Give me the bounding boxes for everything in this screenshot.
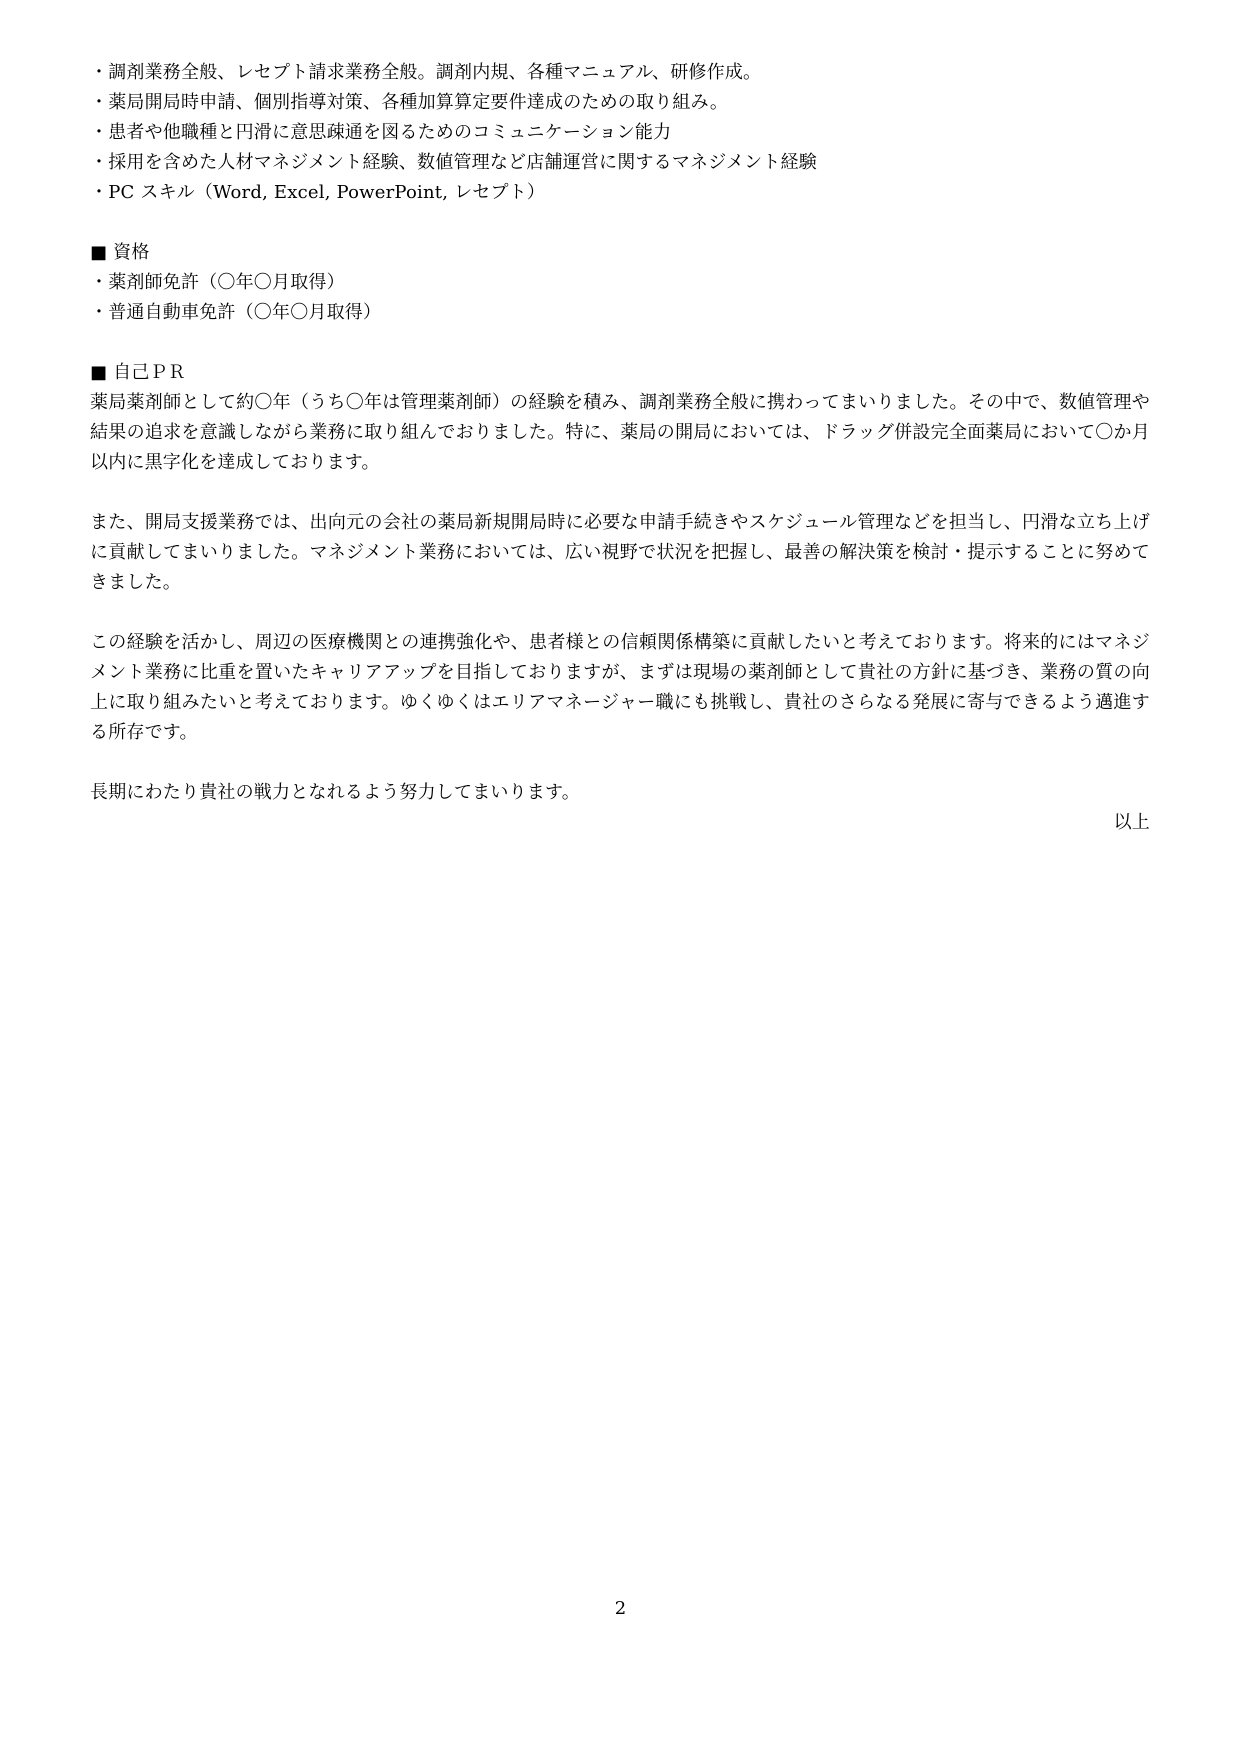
page-number: 2: [614, 1598, 627, 1619]
self-pr-section: [90, 358, 1150, 838]
self-pr-heading: ■ 自己ＰＲ: [90, 362, 186, 383]
skill-item: ・薬局開局時申請、個別指導対策、各種加算算定要件達成のための取り組み。: [90, 92, 729, 113]
self-pr-paragraph: 薬局薬剤師として約〇年（うち〇年は管理薬剤師）の経験を積み、調剤業務全般に携わってまいりました。その中で、数値管理や結果の追求を意識しながら業務に取り組んでおりました。特に、薬局の開局においては、ドラッグ併設完全面薬局において〇か月以内に黒字化を達成しております。: [90, 392, 1150, 473]
paragraph-spacer: [90, 598, 1150, 628]
document-body: [90, 58, 1150, 838]
qualification-item: ・薬剤師免許（〇年〇月取得）: [90, 272, 345, 293]
qualifications-heading: ■ 資格: [90, 242, 150, 263]
paragraph-spacer: [90, 748, 1150, 778]
skill-item: ・患者や他職種と円滑に意思疎通を図るためのコミュニケーション能力: [90, 122, 672, 143]
skills-list: [90, 58, 1150, 208]
self-pr-paragraph: また、開局支援業務では、出向元の会社の薬局新規開局時に必要な申請手続きやスケジュール管理などを担当し、円滑な立ち上げに貢献してまいりました。マネジメント業務においては、広い視野で状況を把握し、最善の解決策を検討・提示することに努めてきました。: [90, 512, 1150, 593]
skill-item: ・採用を含めた人材マネジメント経験、数値管理など店舗運営に関するマネジメント経験: [90, 152, 817, 173]
self-pr-paragraph: この経験を活かし、周辺の医療機関との連携強化や、患者様との信頼関係構築に貢献したいと考えております。将来的にはマネジメント業務に比重を置いたキャリアアップを目指しておりますが、まずは現場の薬剤師として貴社の方針に基づき、業務の質の向上に取り組みたいと考えております。ゆくゆくはエリアマネージャー職にも挑戦し、貴社のさらなる発展に寄与できるよう邁進する所存です。: [90, 632, 1150, 743]
closing-mark: 以上: [1113, 812, 1150, 833]
section-spacer: [90, 328, 1150, 358]
qualification-item: ・普通自動車免許（〇年〇月取得）: [90, 302, 382, 323]
self-pr-paragraph: 長期にわたり貴社の戦力となれるよう努力してまいります。: [90, 782, 580, 803]
skill-item: ・調剤業務全般、レセプト請求業務全般。調剤内規、各種マニュアル、研修作成。: [90, 62, 762, 83]
paragraph-spacer: [90, 478, 1150, 508]
skill-item: ・PC スキル（Word, Excel, PowerPoint, レセプト）: [90, 182, 546, 203]
section-spacer: [90, 208, 1150, 238]
qualifications-section: [90, 238, 1150, 328]
